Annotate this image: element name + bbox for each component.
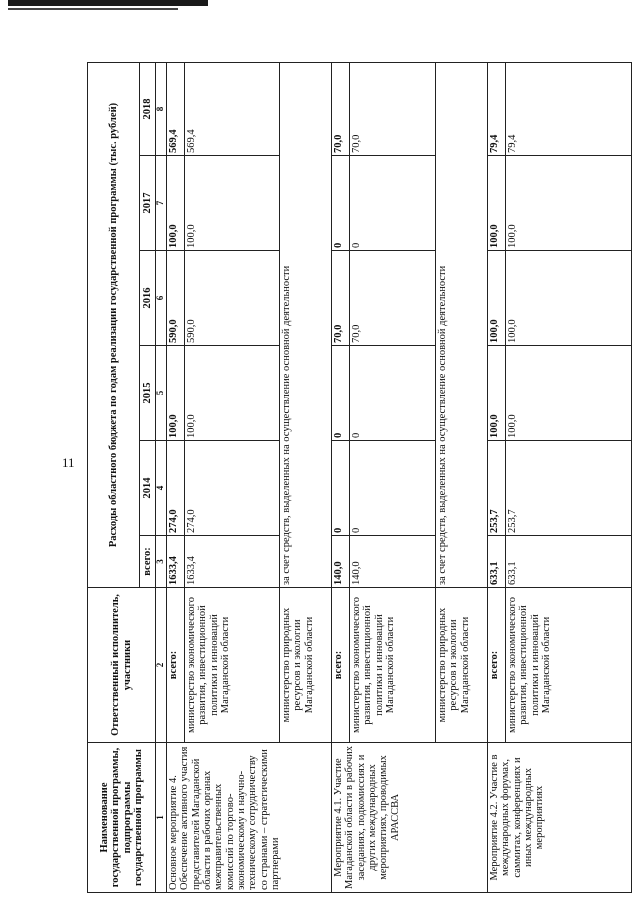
- value-cell: 100,0: [488, 346, 506, 441]
- scan-artifact: [8, 8, 178, 10]
- value-cell: 569,4: [185, 62, 280, 155]
- value-cell: 100,0: [185, 346, 280, 441]
- rotated-page: [87, 63, 632, 893]
- value-cell: 79,4: [488, 62, 506, 155]
- value-cell: 0: [350, 346, 436, 441]
- page-number: 11: [62, 455, 75, 470]
- value-cell: 633,1: [506, 536, 632, 588]
- header-year: 2016: [140, 251, 156, 346]
- header-year: 2015: [140, 346, 156, 441]
- header-year: 2014: [140, 441, 156, 536]
- value-cell: 100,0: [506, 251, 632, 346]
- column-number: 6: [156, 251, 167, 346]
- value-cell: 0: [332, 156, 350, 251]
- value-cell: 100,0: [488, 156, 506, 251]
- value-cell: 100,0: [488, 251, 506, 346]
- activity-name: Мероприятие 4.2. Участие в международных форумах, саммитах, конференциях и иных международных мероприятиях: [488, 743, 632, 893]
- value-cell: 100,0: [185, 156, 280, 251]
- table-row: [167, 62, 185, 892]
- activity-name: Мероприятие 4.1. Участие Магаданской области в рабочих заседаниях, подкомиссиях и других международных мероприятиях, проводимых АРАССВА: [332, 743, 488, 893]
- value-cell: 0: [332, 441, 350, 536]
- table-row: [332, 62, 350, 892]
- column-number: 2: [156, 588, 167, 743]
- scan-artifact: [8, 0, 208, 6]
- note-cell: за счет средств, выделенных на осуществление основной деятельности: [436, 62, 488, 587]
- value-cell: 100,0: [506, 156, 632, 251]
- column-number-row: [156, 62, 167, 892]
- header-year: 2017: [140, 156, 156, 251]
- note-cell: за счет средств, выделенных на осуществление основной деятельности: [280, 62, 332, 587]
- column-number: 5: [156, 346, 167, 441]
- value-cell: 100,0: [506, 346, 632, 441]
- value-cell: 253,7: [488, 441, 506, 536]
- value-cell: 569,4: [167, 62, 185, 155]
- executor-cell: министерство природных ресурсов и экологии Магаданской области: [280, 588, 332, 743]
- value-cell: 140,0: [332, 536, 350, 588]
- header-total: всего:: [140, 536, 156, 588]
- value-cell: 1633,4: [167, 536, 185, 588]
- executor-cell: всего:: [167, 588, 185, 743]
- value-cell: 0: [350, 156, 436, 251]
- executor-cell: министерство экономического развития, инвестиционной политики и инноваций Магаданской области: [185, 588, 280, 743]
- value-cell: 0: [350, 441, 436, 536]
- value-cell: 140,0: [350, 536, 436, 588]
- activity-name: Основное мероприятие 4. Обеспечение активного участия представителей Магаданской области в рабочих органах межправительственных комиссий по торгово-экономическому и научно-техническому сотрудничеству со странами – стратегическими партнерами: [167, 743, 332, 893]
- value-cell: 79,4: [506, 62, 632, 155]
- value-cell: 253,7: [506, 441, 632, 536]
- value-cell: 70,0: [350, 251, 436, 346]
- executor-cell: министерство экономического развития, инвестиционной политики и инноваций Магаданской области: [350, 588, 436, 743]
- value-cell: 274,0: [185, 441, 280, 536]
- column-number: 4: [156, 441, 167, 536]
- header-budget: Расходы областного бюджета по годам реализации государственной программы (тыс. рублей): [88, 62, 140, 587]
- header-executor: Ответственный исполнитель, участники: [88, 588, 156, 743]
- value-cell: 590,0: [167, 251, 185, 346]
- executor-cell: всего:: [332, 588, 350, 743]
- value-cell: 70,0: [332, 62, 350, 155]
- value-cell: 590,0: [185, 251, 280, 346]
- value-cell: 70,0: [350, 62, 436, 155]
- value-cell: 100,0: [167, 346, 185, 441]
- table-row: [488, 62, 506, 892]
- budget-table: [87, 62, 632, 893]
- value-cell: 633,1: [488, 536, 506, 588]
- header-name: Наименование государственной программы, подпрограммы государственной программы: [88, 743, 156, 893]
- column-number: 8: [156, 62, 167, 155]
- executor-cell: всего:: [488, 588, 506, 743]
- column-number: 7: [156, 156, 167, 251]
- header-row: [88, 62, 140, 892]
- value-cell: 274,0: [167, 441, 185, 536]
- value-cell: 0: [332, 346, 350, 441]
- executor-cell: министерство природных ресурсов и экологии Магаданской области: [436, 588, 488, 743]
- column-number: 3: [156, 536, 167, 588]
- value-cell: 1633,4: [185, 536, 280, 588]
- value-cell: 70,0: [332, 251, 350, 346]
- value-cell: 100,0: [167, 156, 185, 251]
- column-number: 1: [156, 743, 167, 893]
- header-year: 2018: [140, 62, 156, 155]
- executor-cell: министерство экономического развития, инвестиционной политики и инноваций Магаданской области: [506, 588, 632, 743]
